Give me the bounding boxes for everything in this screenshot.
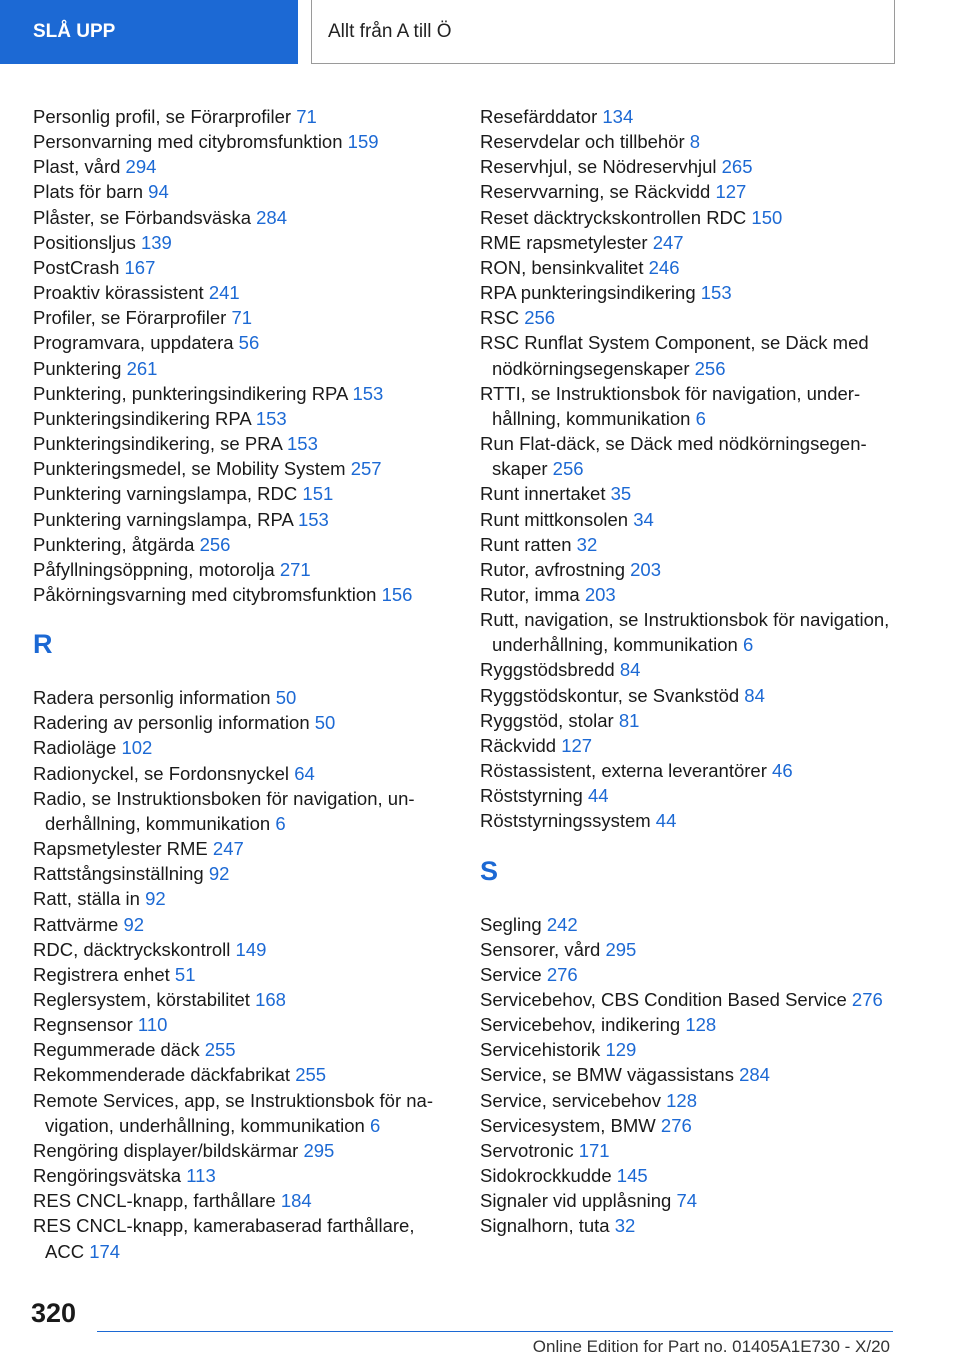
page-reference-link[interactable]: 139 xyxy=(140,231,172,253)
index-entry xyxy=(480,557,890,582)
page-reference-link[interactable]: 94 xyxy=(148,181,169,203)
page-reference-link[interactable]: 92 xyxy=(145,888,166,910)
index-entry xyxy=(33,179,453,204)
page-reference-link[interactable]: 81 xyxy=(618,709,640,731)
index-entry xyxy=(33,861,453,886)
index-entry xyxy=(33,1188,453,1213)
page-reference-link[interactable]: 110 xyxy=(137,1014,168,1036)
index-entry xyxy=(33,305,453,330)
page-reference-link[interactable]: 71 xyxy=(231,307,253,329)
index-entry-text: Regummerade däck xyxy=(33,1039,200,1061)
index-entry-text: Servicebehov, indikering xyxy=(480,1014,681,1036)
index-entry-text: Punktering, punkteringsindikering RPA xyxy=(33,382,348,404)
index-entry xyxy=(480,582,890,607)
index-entry xyxy=(480,783,890,808)
index-entry-text: Servicebehov, CBS Condition Based Service xyxy=(480,989,847,1010)
index-entry-text: Röstassistent, externa leverantörer xyxy=(480,760,767,782)
index-entry xyxy=(33,1012,453,1037)
index-entry-text: Rekommenderade däckfabrikat xyxy=(33,1064,291,1086)
page-reference-link[interactable]: 153 xyxy=(287,433,318,455)
page-reference-link[interactable]: 44 xyxy=(655,810,677,832)
page-reference-link[interactable]: 149 xyxy=(235,938,267,960)
index-entry xyxy=(33,962,453,987)
index-entry-text: RSC Runflat System Component, se Däck med nödkörningsegenskaper xyxy=(480,332,869,379)
index-entry xyxy=(33,582,453,607)
index-entry-text: Rattvärme xyxy=(33,913,119,935)
index-entry-text: Remote Services, app, se Instruktionsbok för navigation, underhållning, kommunikation xyxy=(33,1089,434,1136)
page-reference-link[interactable]: 284 xyxy=(256,206,288,228)
index-entry-text: Punkteringsindikering, se PRA xyxy=(33,433,282,455)
index-entry-text: Profiler, se Förarprofiler xyxy=(33,307,227,329)
index-entry-text: Punkteringsmedel, se Mobility System xyxy=(33,458,346,480)
page-reference-link[interactable]: 255 xyxy=(204,1039,236,1061)
index-entry xyxy=(480,962,890,987)
index-entry xyxy=(33,381,453,406)
page-reference-link[interactable]: 256 xyxy=(524,307,556,329)
index-entry xyxy=(480,179,890,204)
index-entry-text: Segling xyxy=(480,913,542,935)
index-entry-text: Påkörningsvarning med citybromsfunktion xyxy=(33,583,377,605)
page-reference-link[interactable]: 276 xyxy=(851,989,883,1010)
page-reference-link[interactable]: 171 xyxy=(578,1139,610,1161)
index-entry-text: Röststyrningssystem xyxy=(480,810,651,832)
index-entry xyxy=(33,557,453,582)
index-entry-text: PostCrash xyxy=(33,256,120,278)
page-reference-link[interactable]: 255 xyxy=(295,1064,327,1086)
index-column-right xyxy=(480,104,890,1239)
index-entry-text: Rengöringsvätska xyxy=(33,1165,182,1187)
page-reference-link[interactable]: 6 xyxy=(742,634,754,656)
index-entry-text: Servicehistorik xyxy=(480,1039,601,1061)
index-entry xyxy=(33,937,453,962)
index-entry xyxy=(33,987,453,1012)
index-entry xyxy=(480,280,890,305)
index-entry-text: Punktering varningslampa, RDC xyxy=(33,483,298,505)
index-entry-text: Servotronic xyxy=(480,1139,574,1161)
index-entry-text: Regnsensor xyxy=(33,1014,133,1036)
page-reference-link[interactable]: 50 xyxy=(314,712,336,734)
page-reference-link[interactable]: 35 xyxy=(610,483,632,505)
index-entry xyxy=(33,685,453,710)
page-reference-link[interactable]: 6 xyxy=(275,812,286,834)
index-entry-text: Ryggstöd, stolar xyxy=(480,709,614,731)
index-column-left xyxy=(33,104,453,1264)
page-reference-link[interactable]: 92 xyxy=(123,913,145,935)
page-reference-link[interactable]: 102 xyxy=(121,737,153,759)
page-reference-link[interactable]: 71 xyxy=(296,106,317,127)
page-reference-link[interactable]: 276 xyxy=(546,963,578,985)
index-entry xyxy=(33,280,453,305)
index-entry-text: Radera personlig information xyxy=(33,687,271,709)
index-entry-text: Service xyxy=(480,963,542,985)
index-entry-text: Reglersystem, körstabilitet xyxy=(33,989,250,1010)
page-reference-link[interactable]: 257 xyxy=(350,458,382,480)
index-entry xyxy=(480,205,890,230)
page-reference-link[interactable]: 261 xyxy=(126,357,158,379)
lookup-tab[interactable] xyxy=(0,0,298,64)
index-entry-text: Sensorer, vård xyxy=(480,938,601,960)
index-entry-text: Radioläge xyxy=(33,737,117,759)
index-entry-text: Plåster, se Förbandsväska xyxy=(33,206,251,228)
index-entry xyxy=(33,886,453,911)
index-entry-text: RME rapsmetylester xyxy=(480,231,648,253)
page-reference-link[interactable]: 56 xyxy=(238,332,260,354)
index-entry xyxy=(33,836,453,861)
index-entry-text: Service, servicebehov xyxy=(480,1089,661,1111)
page-reference-link[interactable]: 128 xyxy=(685,1014,717,1036)
index-entry-text: Ryggstödskontur, se Svankstöd xyxy=(480,684,740,706)
index-entry xyxy=(480,129,890,154)
lookup-tab-label: SLÅ UPP xyxy=(33,21,116,42)
index-entry-text: RDC, däcktryckskontroll xyxy=(33,938,231,960)
index-entry xyxy=(480,1113,890,1138)
page-reference-link[interactable]: 51 xyxy=(174,963,196,985)
page-reference-link[interactable]: 276 xyxy=(660,1114,692,1136)
index-entry xyxy=(480,1088,890,1113)
index-entry xyxy=(480,1138,890,1163)
index-entry-text: Ratt, ställa in xyxy=(33,888,140,910)
index-entry xyxy=(480,1213,890,1238)
page-reference-link[interactable]: 247 xyxy=(652,231,684,253)
index-entry-text: Punktering varningslampa, RPA xyxy=(33,508,293,530)
page-reference-link[interactable]: 256 xyxy=(552,458,584,480)
index-entry xyxy=(33,1138,453,1163)
page-reference-link[interactable]: 128 xyxy=(666,1089,697,1111)
index-entry xyxy=(480,230,890,255)
index-entry-text: RPA punkteringsindikering xyxy=(480,282,696,304)
index-entry xyxy=(33,255,453,280)
index-entry-text: Registrera enhet xyxy=(33,963,170,985)
page-reference-link[interactable]: 153 xyxy=(297,508,329,530)
index-entry xyxy=(480,305,890,330)
page-reference-link[interactable]: 284 xyxy=(739,1064,770,1086)
index-entry xyxy=(480,154,890,179)
index-entry xyxy=(33,710,453,735)
index-entry xyxy=(33,205,453,230)
page-reference-link[interactable]: 294 xyxy=(125,156,157,178)
index-section-letter: S xyxy=(480,855,499,886)
index-entry-text: Rapsmetylester RME xyxy=(33,838,208,860)
index-entry xyxy=(480,733,890,758)
index-entry-text: Reservdelar och tillbehör xyxy=(480,131,685,153)
index-entry-text: Punktering xyxy=(33,357,122,379)
page-reference-link[interactable]: 127 xyxy=(715,181,747,203)
index-entry-text: Runt ratten xyxy=(480,533,572,555)
page-reference-link[interactable]: 203 xyxy=(630,558,662,580)
index-entry-text: Personvarning med citybromsfunktion xyxy=(33,131,343,153)
index-entry xyxy=(480,330,890,380)
index-entry-text: Run Flat-däck, se Däck med nödkörningsegenskaper xyxy=(480,433,867,480)
index-entry-text: RSC xyxy=(480,307,520,329)
page-reference-link[interactable]: 8 xyxy=(689,131,701,153)
index-entry-text: Rutor, imma xyxy=(480,583,580,605)
page-reference-link[interactable]: 153 xyxy=(700,282,732,304)
index-entry-text: Runt innertaket xyxy=(480,483,606,505)
page-reference-link[interactable]: 46 xyxy=(772,760,793,782)
index-entry-text: Rutor, avfrostning xyxy=(480,558,625,580)
page-reference-link[interactable]: 151 xyxy=(302,483,334,505)
index-entry xyxy=(480,431,890,481)
index-entry-text: Punkteringsindikering RPA xyxy=(33,407,251,429)
index-entry xyxy=(33,129,453,154)
page-reference-link[interactable]: 153 xyxy=(352,382,384,404)
index-entry xyxy=(33,507,453,532)
index-entry-text: Positionsljus xyxy=(33,231,136,253)
index-entry xyxy=(480,532,890,557)
page-reference-link[interactable]: 256 xyxy=(199,533,231,555)
page-title: Allt från A till Ö xyxy=(328,20,452,42)
index-entry xyxy=(480,1012,890,1037)
page-number: 320 xyxy=(31,1298,77,1328)
page-reference-link[interactable]: 247 xyxy=(212,838,244,860)
index-entry-text: Runt mittkonsolen xyxy=(480,508,629,530)
index-entry xyxy=(33,330,453,355)
index-entry-text: Räckvidd xyxy=(480,734,557,756)
page-reference-link[interactable]: 44 xyxy=(587,785,609,807)
index-entry xyxy=(480,507,890,532)
index-entry xyxy=(480,708,890,733)
index-entry-text: Reset däcktryckskontrollen RDC xyxy=(480,206,747,228)
index-entry-text: Signaler vid upplåsning xyxy=(480,1190,672,1212)
page-reference-link[interactable]: 150 xyxy=(751,206,783,228)
page-reference-link[interactable]: 34 xyxy=(633,508,654,530)
index-entry xyxy=(33,154,453,179)
page-reference-link[interactable]: 129 xyxy=(605,1039,637,1061)
page-reference-link[interactable]: 174 xyxy=(89,1240,121,1262)
index-entry xyxy=(480,607,890,657)
page-reference-link[interactable]: 265 xyxy=(721,156,753,178)
page-reference-link[interactable]: 241 xyxy=(208,282,240,304)
index-entry xyxy=(33,1037,453,1062)
index-entry-text: Rengöring displayer/bildskärmar xyxy=(33,1139,299,1161)
index-entry-text: Punktering, åtgärda xyxy=(33,533,195,555)
index-entry xyxy=(33,104,453,129)
index-entry xyxy=(33,1062,453,1087)
index-entry xyxy=(33,532,453,557)
index-entry xyxy=(480,912,890,937)
index-entry-text: Reservvarning, se Räckvidd xyxy=(480,181,711,203)
footer-edition: Online Edition for Part no. 01405A1E730 - X/20 xyxy=(532,1337,890,1356)
index-entry xyxy=(480,381,890,431)
page-reference-link[interactable]: 113 xyxy=(186,1165,216,1187)
page-reference-link[interactable]: 203 xyxy=(584,583,616,605)
index-entry-text: Signalhorn, tuta xyxy=(480,1215,610,1237)
index-entry xyxy=(33,1088,453,1138)
index-entry-text: Personlig profil, se Förarprofiler xyxy=(33,106,292,127)
page-reference-link[interactable]: 167 xyxy=(124,256,156,278)
index-entry xyxy=(33,735,453,760)
index-entry xyxy=(480,481,890,506)
index-entry xyxy=(480,683,890,708)
index-entry-text: Reservhjul, se Nödreservhjul xyxy=(480,156,717,178)
index-entry-text: Servicesystem, BMW xyxy=(480,1114,656,1136)
page-reference-link[interactable]: 84 xyxy=(619,659,641,681)
index-entry xyxy=(33,456,453,481)
index-entry xyxy=(480,808,890,833)
index-entry xyxy=(33,356,453,381)
index-entry xyxy=(480,758,890,783)
page-reference-link[interactable]: 92 xyxy=(208,863,230,885)
page-reference-link[interactable]: 256 xyxy=(694,357,726,379)
index-entry-text: Rattstångsinställning xyxy=(33,863,204,885)
index-entry xyxy=(480,255,890,280)
page-reference-link[interactable]: 32 xyxy=(614,1215,636,1237)
page-reference-link[interactable]: 6 xyxy=(369,1114,381,1136)
index-entry-text: Radio, se Instruktionsboken för navigation, underhållning, kommunikation xyxy=(33,787,415,834)
page-reference-link[interactable]: 134 xyxy=(602,106,634,127)
index-entry xyxy=(480,104,890,129)
index-entry xyxy=(33,230,453,255)
index-entry-text: RON, bensinkvalitet xyxy=(480,256,644,278)
index-entry xyxy=(33,786,453,836)
index-entry-text: Resefärddator xyxy=(480,106,598,127)
page-reference-link[interactable]: 246 xyxy=(648,256,680,278)
page-reference-link[interactable]: 153 xyxy=(255,407,287,429)
page-reference-link[interactable]: 32 xyxy=(576,533,598,555)
index-section-letter: R xyxy=(33,629,53,660)
index-entry xyxy=(480,987,890,1012)
page-reference-link[interactable]: 6 xyxy=(695,407,706,429)
page-reference-link[interactable]: 295 xyxy=(303,1139,335,1161)
index-entry xyxy=(33,1213,453,1263)
index-entry xyxy=(33,912,453,937)
page-reference-link[interactable]: 156 xyxy=(381,583,413,605)
index-entry-text: RES CNCL-knapp, farthållare xyxy=(33,1190,276,1212)
index-entry-text: Plast, vård xyxy=(33,156,121,178)
index-entry-text: RES CNCL-knapp, kamerabaserad farthållare, ACC xyxy=(33,1215,415,1262)
index-entry-text: Plats för barn xyxy=(33,181,144,203)
page-reference-link[interactable]: 50 xyxy=(275,687,297,709)
page-reference-link[interactable]: 271 xyxy=(279,558,311,580)
page-reference-link[interactable]: 184 xyxy=(280,1190,312,1212)
index-entry xyxy=(480,1188,890,1213)
page-reference-link[interactable]: 145 xyxy=(616,1165,648,1187)
page-reference-link[interactable]: 84 xyxy=(744,684,765,706)
index-entry xyxy=(33,1163,453,1188)
index-entry xyxy=(33,481,453,506)
index-entry-text: Rutt, navigation, se Instruktionsbok för navigation, underhållning, kommunikation xyxy=(480,609,890,656)
index-entry xyxy=(33,406,453,431)
index-entry-text: Sidokrockkudde xyxy=(480,1165,612,1187)
page-reference-link[interactable]: 127 xyxy=(561,734,593,756)
footer-divider xyxy=(97,1331,893,1332)
page-reference-link[interactable]: 74 xyxy=(676,1190,698,1212)
page-reference-link[interactable]: 295 xyxy=(605,938,637,960)
index-entry-text: Proaktiv körassistent xyxy=(33,282,204,304)
index-entry xyxy=(480,1062,890,1087)
index-entry xyxy=(33,431,453,456)
index-entry-text: Påfyllningsöppning, motorolja xyxy=(33,558,275,580)
index-entry xyxy=(480,1037,890,1062)
index-entry-text: Ryggstödsbredd xyxy=(480,659,615,681)
index-entry xyxy=(480,657,890,682)
index-entry-text: Programvara, uppdatera xyxy=(33,332,234,354)
index-entry xyxy=(33,761,453,786)
page-reference-link[interactable]: 64 xyxy=(294,762,315,784)
page-reference-link[interactable]: 242 xyxy=(546,913,578,935)
index-entry-text: Radering av personlig information xyxy=(33,712,310,734)
index-entry-text: Radionyckel, se Fordonsnyckel xyxy=(33,762,290,784)
index-entry xyxy=(480,937,890,962)
index-entry xyxy=(480,1163,890,1188)
index-entry-text: Service, se BMW vägassistans xyxy=(480,1064,734,1086)
page-reference-link[interactable]: 168 xyxy=(255,989,286,1010)
index-entry-text: Röststyrning xyxy=(480,785,583,807)
index-entry-text: RTTI, se Instruktionsbok för navigation, underhållning, kommunikation xyxy=(480,382,861,429)
page-reference-link[interactable]: 159 xyxy=(347,131,379,153)
page-header xyxy=(311,0,895,64)
